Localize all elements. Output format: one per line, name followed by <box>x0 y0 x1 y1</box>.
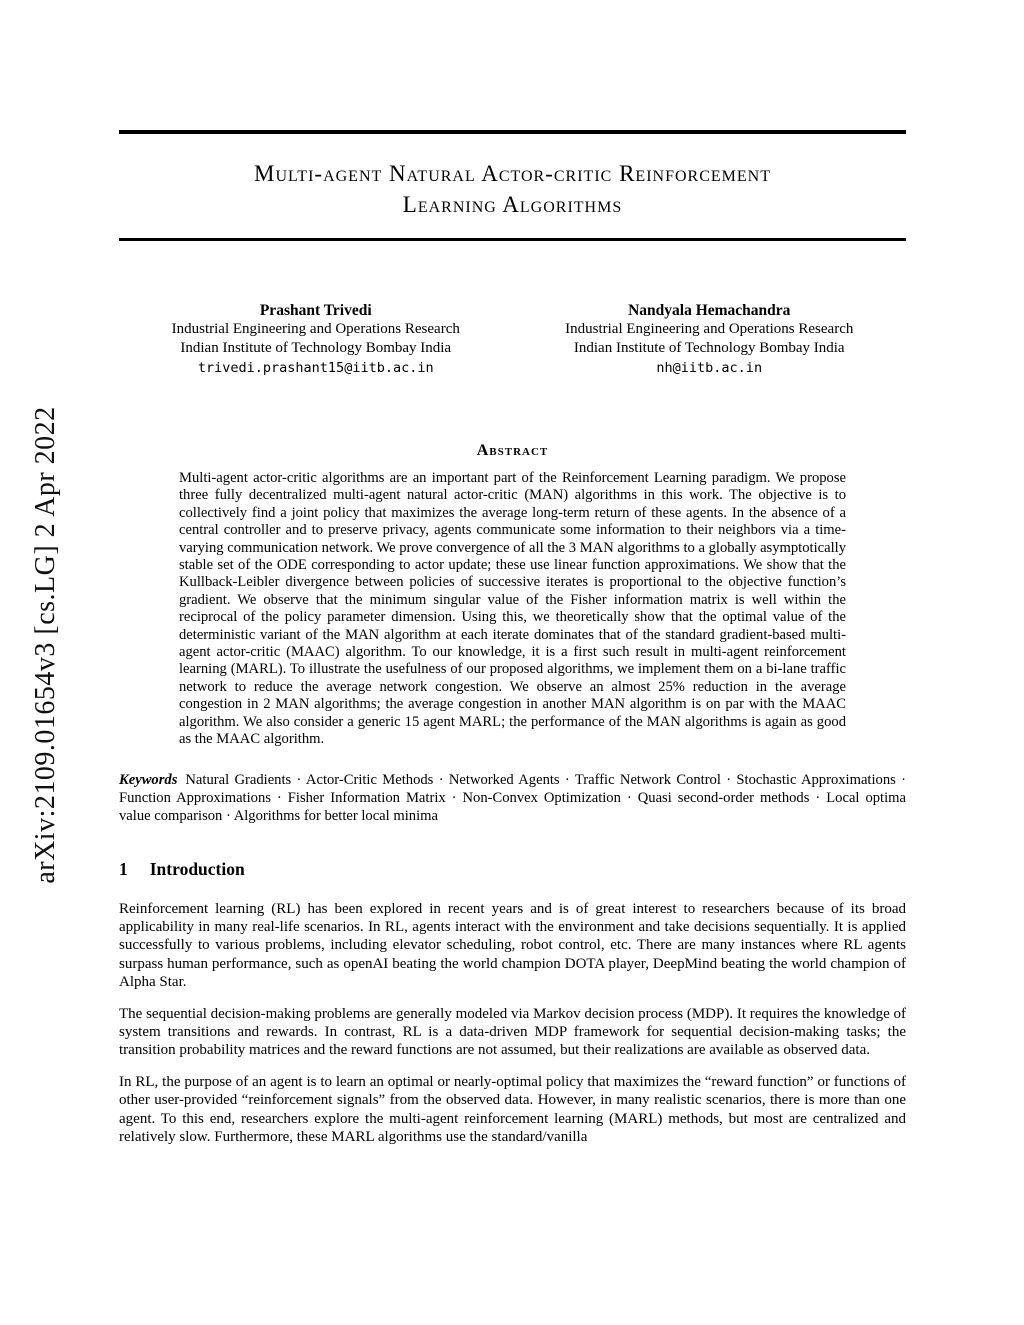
author-email: nh@iitb.ac.in <box>656 360 763 376</box>
title-rule-bottom <box>119 238 906 241</box>
paper-content <box>119 0 906 1146</box>
arxiv-watermark: arXiv:2109.01654v3 [cs.LG] 2 Apr 2022 <box>30 406 61 884</box>
keywords-label: Keywords <box>119 771 178 788</box>
keywords-text: Natural Gradients · Actor-Critic Methods · Networked Agents · Traffic Network Control · Stochastic Approximations · Function Approximations · Fisher Information Matrix · Non-Convex Optimization · Quasi second-order methods · Local optima value comparison · Algorithms for better local minima <box>119 771 906 824</box>
paper-title-line-2: Learning Algorithms <box>402 192 623 217</box>
keywords-line <box>119 771 906 825</box>
author-list <box>119 301 906 378</box>
author-block-1 <box>127 301 505 378</box>
author-affiliation-line-2: Indian Institute of Technology Bombay India <box>180 340 452 356</box>
author-affiliation-line-2: Indian Institute of Technology Bombay India <box>573 340 845 356</box>
intro-paragraph-3: In RL, the purpose of an agent is to learn an optimal or nearly-optimal policy that maximizes the “reward function” or functions of other user-provided “reinforcement signals” from the observed data. However, in many realistic scenarios, there is more than one agent. To this end, researchers explore the multi-agent reinforcement learning (MARL) methods, but most are centralized and relatively slow. Furthermore, these MARL algorithms use the standard/vanilla <box>119 1073 906 1145</box>
author-name: Nandyala Hemachandra <box>628 302 791 319</box>
abstract-text: Multi-agent actor-critic algorithms are an important part of the Reinforcement Learning paradigm. We propose three fully decentralized multi-agent natural actor-critic (MAN) algorithms in this work. The objective is to collectively find a joint policy that maximizes the average long-term return of these agents. In the absence of a central controller and to preserve privacy, agents communicate some information to their neighbors via a time-varying communication network. We prove convergence of all the 3 MAN algorithms to a globally asymptotically stable set of the ODE corresponding to actor update; these use linear function approximations. We show that the Kullback-Leibler divergence between policies of successive iterates is proportional to the objective function’s gradient. We observe that the minimum singular value of the Fisher information matrix is well within the reciprocal of the policy parameter dimension. Using this, we theoretically show that the optimal value of the deterministic variant of the MAN algorithm at each iterate dominates that of the standard gradient-based multi-agent actor-critic (MAAC) algorithm. To our knowledge, it is a first such result in multi-agent reinforcement learning (MARL). To illustrate the usefulness of our proposed algorithms, we implement them on a bi-lane traffic network to reduce the average network congestion. We observe an almost 25% reduction in the average congestion in 2 MAN algorithms; the average congestion in another MAN algorithm is on par with the MAAC algorithm. We also consider a generic 15 agent MARL; the performance of the MAN algorithms is again as good as the MAAC algorithm. <box>179 470 847 748</box>
section-title: Introduction <box>149 858 245 879</box>
author-email: trivedi.prashant15@iitb.ac.in <box>197 360 434 376</box>
intro-paragraph-1: Reinforcement learning (RL) has been explored in recent years and is of great interest to researchers because of its broad applicability in many real-life scenarios. In RL, agents interact with the environment and take decisions sequentially. It is applied successfully to various problems, including elevator scheduling, robot control, etc. There are many instances where RL agents surpass human performance, such as openAI beating the world champion DOTA player, DeepMind beating the world champion of Alpha Star. <box>119 900 906 991</box>
section-heading-introduction <box>119 859 906 880</box>
author-block-2 <box>520 301 898 378</box>
paper-title <box>119 158 906 220</box>
author-affiliation-line-1: Industrial Engineering and Operations Research <box>565 321 854 337</box>
title-rule-top <box>119 130 906 134</box>
author-affiliation-line-1: Industrial Engineering and Operations Research <box>171 321 460 337</box>
author-name: Prashant Trivedi <box>259 302 372 319</box>
abstract-heading: Abstract <box>476 442 549 459</box>
paper-title-line-1: Multi-agent Natural Actor-critic Reinforcement <box>254 161 771 186</box>
section-number: 1 <box>119 858 128 879</box>
intro-paragraph-2: The sequential decision-making problems are generally modeled via Markov decision process (MDP). It requires the knowledge of system transitions and rewards. In contrast, RL is a data-driven MDP framework for sequential decision-making tasks; the transition probability matrices and the reward functions are not assumed, but their realizations are available as observed data. <box>119 1005 906 1059</box>
